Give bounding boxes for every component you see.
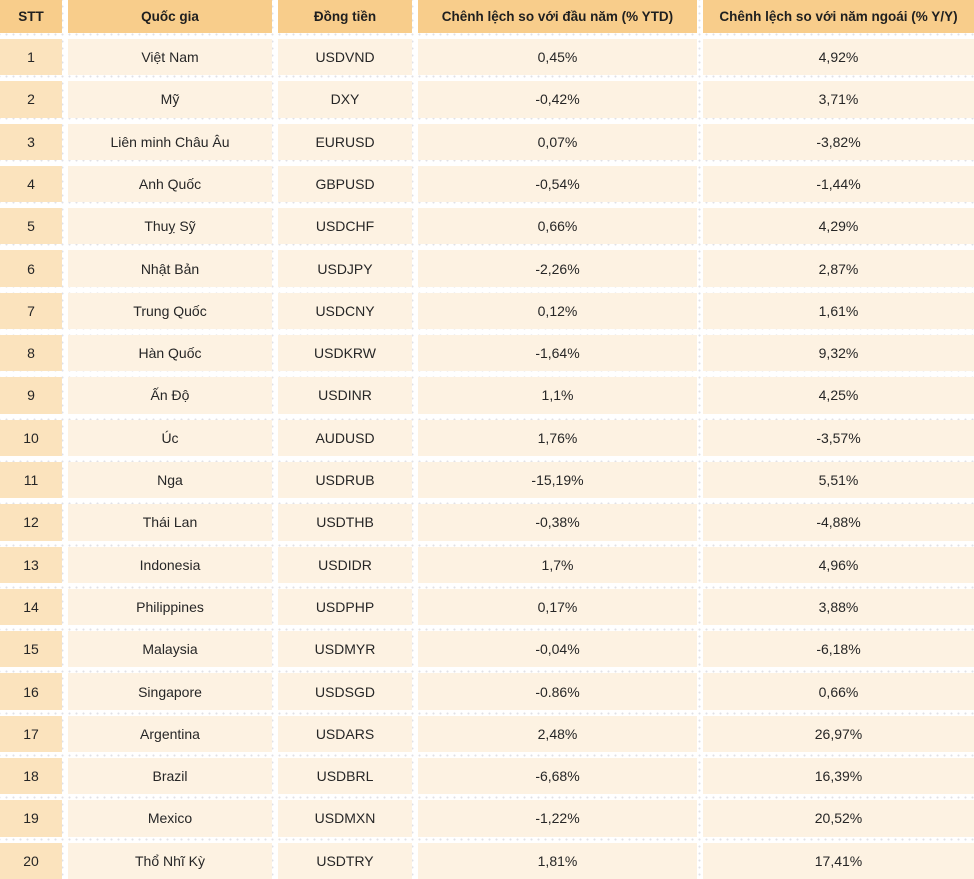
cell-yoy: 2,87% <box>703 250 974 286</box>
cell-stt: 1 <box>0 39 62 75</box>
cell-stt: 17 <box>0 716 62 752</box>
cell-ytd: 0,07% <box>418 124 697 160</box>
cell-country: Úc <box>68 420 272 456</box>
cell-stt: 3 <box>0 124 62 160</box>
cell-ytd: -2,26% <box>418 250 697 286</box>
cell-currency: USDSGD <box>278 673 412 709</box>
cell-currency: USDJPY <box>278 250 412 286</box>
cell-currency: USDBRL <box>278 758 412 794</box>
cell-country: Thái Lan <box>68 504 272 540</box>
cell-country: Việt Nam <box>68 39 272 75</box>
cell-currency: USDPHP <box>278 589 412 625</box>
cell-ytd: -0,54% <box>418 166 697 202</box>
cell-country: Trung Quốc <box>68 293 272 329</box>
cell-currency: USDCNY <box>278 293 412 329</box>
cell-stt: 2 <box>0 81 62 117</box>
cell-country: Hàn Quốc <box>68 335 272 371</box>
cell-stt: 5 <box>0 208 62 244</box>
cell-yoy: 26,97% <box>703 716 974 752</box>
cell-country: Brazil <box>68 758 272 794</box>
cell-currency: USDKRW <box>278 335 412 371</box>
cell-stt: 19 <box>0 800 62 836</box>
cell-country: Ấn Độ <box>68 377 272 413</box>
cell-currency: USDCHF <box>278 208 412 244</box>
cell-stt: 11 <box>0 462 62 498</box>
cell-yoy: 17,41% <box>703 843 974 879</box>
cell-stt: 20 <box>0 843 62 879</box>
cell-yoy: -3,57% <box>703 420 974 456</box>
cell-stt: 4 <box>0 166 62 202</box>
cell-ytd: 2,48% <box>418 716 697 752</box>
cell-yoy: 4,96% <box>703 547 974 583</box>
cell-yoy: 4,92% <box>703 39 974 75</box>
cell-stt: 13 <box>0 547 62 583</box>
cell-currency: USDTHB <box>278 504 412 540</box>
cell-stt: 6 <box>0 250 62 286</box>
cell-country: Argentina <box>68 716 272 752</box>
cell-ytd: -1,64% <box>418 335 697 371</box>
cell-yoy: 20,52% <box>703 800 974 836</box>
cell-stt: 9 <box>0 377 62 413</box>
cell-country: Philippines <box>68 589 272 625</box>
cell-country: Nhật Bản <box>68 250 272 286</box>
cell-ytd: 1,76% <box>418 420 697 456</box>
cell-ytd: 0,17% <box>418 589 697 625</box>
cell-stt: 15 <box>0 631 62 667</box>
cell-yoy: 1,61% <box>703 293 974 329</box>
cell-country: Singapore <box>68 673 272 709</box>
cell-currency: AUDUSD <box>278 420 412 456</box>
cell-ytd: -6,68% <box>418 758 697 794</box>
cell-country: Anh Quốc <box>68 166 272 202</box>
cell-yoy: -1,44% <box>703 166 974 202</box>
cell-ytd: -0,38% <box>418 504 697 540</box>
cell-country: Indonesia <box>68 547 272 583</box>
cell-ytd: -1,22% <box>418 800 697 836</box>
cell-currency: USDARS <box>278 716 412 752</box>
cell-stt: 18 <box>0 758 62 794</box>
cell-ytd: -0.86% <box>418 673 697 709</box>
cell-yoy: 4,29% <box>703 208 974 244</box>
cell-ytd: 0,45% <box>418 39 697 75</box>
cell-country: Mexico <box>68 800 272 836</box>
cell-stt: 16 <box>0 673 62 709</box>
cell-country: Thổ Nhĩ Kỳ <box>68 843 272 879</box>
cell-currency: USDVND <box>278 39 412 75</box>
cell-ytd: -0,04% <box>418 631 697 667</box>
cell-yoy: -3,82% <box>703 124 974 160</box>
cell-country: Thuỵ Sỹ <box>68 208 272 244</box>
cell-yoy: 4,25% <box>703 377 974 413</box>
cell-country: Malaysia <box>68 631 272 667</box>
header-cell-stt: STT <box>0 0 62 33</box>
cell-currency: USDIDR <box>278 547 412 583</box>
cell-yoy: -6,18% <box>703 631 974 667</box>
cell-ytd: 0,66% <box>418 208 697 244</box>
cell-currency: USDMYR <box>278 631 412 667</box>
header-cell-country: Quốc gia <box>68 0 272 33</box>
cell-stt: 7 <box>0 293 62 329</box>
cell-yoy: -4,88% <box>703 504 974 540</box>
cell-currency: USDINR <box>278 377 412 413</box>
cell-stt: 8 <box>0 335 62 371</box>
cell-currency: GBPUSD <box>278 166 412 202</box>
cell-yoy: 0,66% <box>703 673 974 709</box>
cell-country: Liên minh Châu Âu <box>68 124 272 160</box>
cell-stt: 10 <box>0 420 62 456</box>
cell-yoy: 3,88% <box>703 589 974 625</box>
cell-country: Nga <box>68 462 272 498</box>
cell-currency: USDTRY <box>278 843 412 879</box>
header-cell-ytd: Chênh lệch so với đầu năm (% YTD) <box>418 0 697 33</box>
cell-ytd: 0,12% <box>418 293 697 329</box>
header-cell-yoy: Chênh lệch so với năm ngoái (% Y/Y) <box>703 0 974 33</box>
cell-ytd: 1,7% <box>418 547 697 583</box>
cell-stt: 14 <box>0 589 62 625</box>
cell-yoy: 9,32% <box>703 335 974 371</box>
cell-currency: DXY <box>278 81 412 117</box>
cell-currency: USDMXN <box>278 800 412 836</box>
cell-country: Mỹ <box>68 81 272 117</box>
cell-stt: 12 <box>0 504 62 540</box>
cell-ytd: 1,81% <box>418 843 697 879</box>
cell-currency: USDRUB <box>278 462 412 498</box>
cell-yoy: 3,71% <box>703 81 974 117</box>
cell-yoy: 16,39% <box>703 758 974 794</box>
cell-ytd: -0,42% <box>418 81 697 117</box>
cell-ytd: 1,1% <box>418 377 697 413</box>
cell-ytd: -15,19% <box>418 462 697 498</box>
cell-currency: EURUSD <box>278 124 412 160</box>
cell-yoy: 5,51% <box>703 462 974 498</box>
header-cell-currency: Đồng tiền <box>278 0 412 33</box>
